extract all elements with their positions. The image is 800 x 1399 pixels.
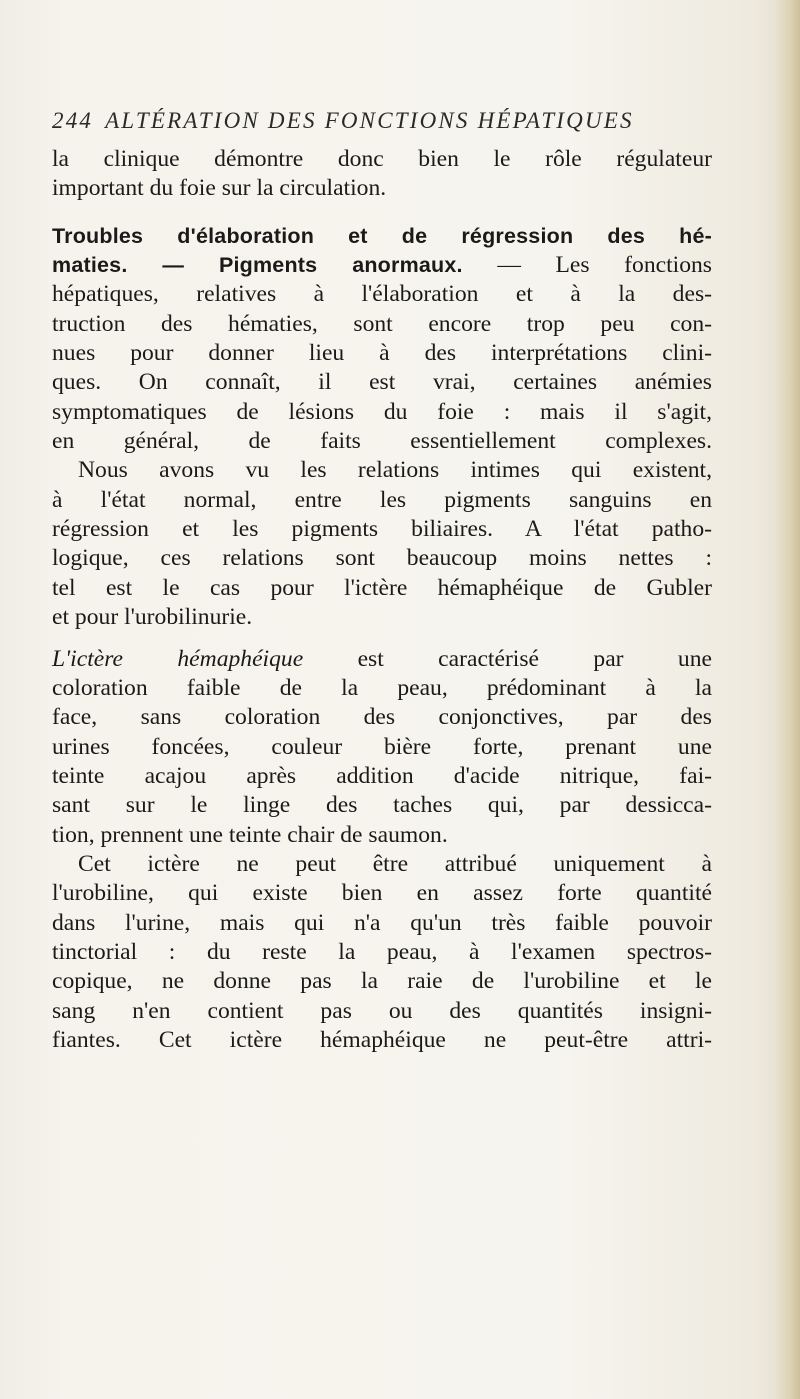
text-line: tion, prennent une teinte chair de saumon. <box>52 821 448 848</box>
paragraph-intro <box>52 145 712 204</box>
paragraph-urobiline <box>52 850 712 1055</box>
text-fragment: — Les fonctions <box>497 252 712 279</box>
section-heading: Troubles d'élaboration et de régression des hé- <box>52 223 712 248</box>
text-line <box>52 251 712 280</box>
text-line: hépatiques, relatives à l'élaboration et à la des- <box>52 281 712 308</box>
page-number: 244 <box>52 108 94 133</box>
text-line: dans l'urine, mais qui n'a qu'un très faible pouvoir <box>52 909 712 936</box>
text-line: logique, ces relations sont beaucoup moins nettes : <box>52 545 712 572</box>
paragraph-ictere <box>52 645 712 850</box>
text-line: en général, de faits essentiellement complexes. <box>52 428 712 455</box>
text-line: copique, ne donne pas la raie de l'urobiline et le <box>52 968 712 995</box>
page-edge-shadow <box>774 0 800 1399</box>
text-line: ques. On connaît, il est vrai, certaines anémies <box>52 369 712 396</box>
text-line: la clinique démontre donc bien le rôle régulateur <box>52 146 712 172</box>
text-line: Nous avons vu les relations intimes qui existent, <box>78 457 712 484</box>
text-line: régression et les pigments biliaires. A l'état patho- <box>52 516 712 543</box>
text-line: sang n'en contient pas ou des quantités insigni- <box>52 997 712 1024</box>
body-text <box>52 145 712 1055</box>
text-line: sant sur le linge des taches qui, par dessicca- <box>52 792 712 819</box>
text-line: et pour l'urobilinurie. <box>52 604 253 631</box>
text-line: à l'état normal, entre les pigments sanguins en <box>52 486 712 513</box>
text-line: urines foncées, couleur bière forte, prenant une <box>52 733 712 760</box>
text-line: nues pour donner lieu à des interprétations clini- <box>52 340 712 367</box>
text-line: symptomatiques de lésions du foie : mais il s'agit, <box>52 398 712 425</box>
text-line: face, sans coloration des conjonctives, par des <box>52 704 712 731</box>
text-line: tinctorial : du reste la peau, à l'examen spectros- <box>52 938 712 965</box>
running-title: ALTÉRATION DES FONCTIONS HÉPATIQUES <box>105 108 634 133</box>
text-line: teinte acajou après addition d'acide nitrique, fai- <box>52 762 712 789</box>
section-subheading: maties. — Pigments anormaux. <box>52 253 463 278</box>
text-line: Cet ictère ne peut être attribué uniquement à <box>78 850 712 877</box>
text-line <box>52 645 712 674</box>
text-line: fiantes. Cet ictère hémaphéique ne peut-être attri- <box>52 1026 712 1053</box>
paragraph-troubles <box>52 222 712 633</box>
italic-term: L'ictère hémaphéique <box>52 645 304 672</box>
text-line: tel est le cas pour l'ictère hémaphéique de Gubler <box>52 574 712 601</box>
text-fragment: est caractérisé par une <box>357 645 712 672</box>
text-line: coloration faible de la peau, prédominant à la <box>52 674 712 701</box>
text-line: l'urobiline, qui existe bien en assez forte quantité <box>52 880 712 907</box>
text-line: important du foie sur la circulation. <box>52 175 387 202</box>
section-heading-line <box>52 222 712 251</box>
running-header <box>52 108 712 134</box>
text-line: truction des hématies, sont encore trop peu con- <box>52 310 712 337</box>
